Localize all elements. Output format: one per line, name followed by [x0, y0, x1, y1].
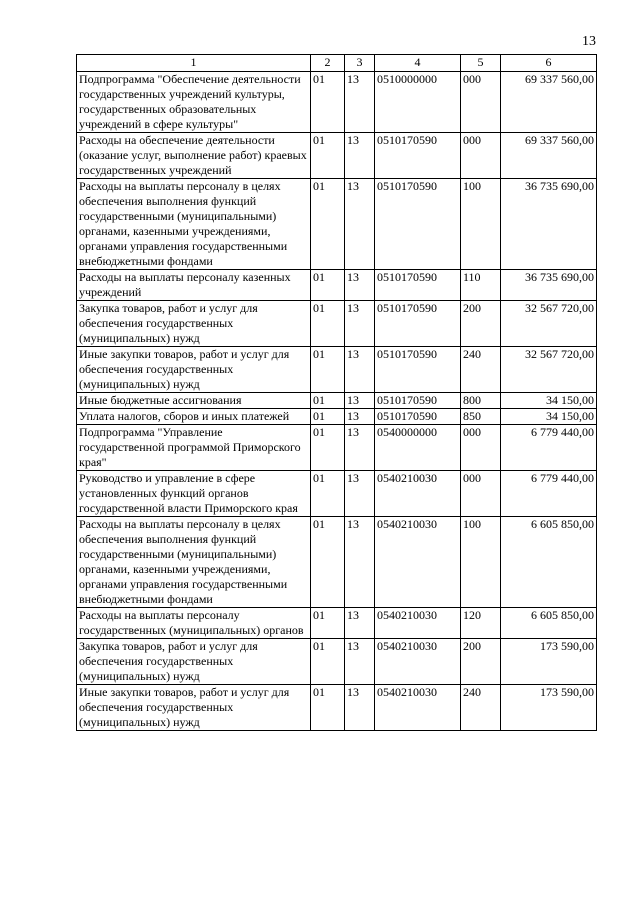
subsection-code-cell: 13	[345, 517, 375, 608]
table-row	[77, 471, 597, 517]
table-row	[77, 270, 597, 301]
target-article-cell: 0540210030	[375, 608, 461, 639]
column-header: 6	[501, 55, 597, 72]
subsection-code-cell: 13	[345, 179, 375, 270]
section-code-cell: 01	[311, 270, 345, 301]
table-row	[77, 133, 597, 179]
item-name-cell: Подпрограмма "Обеспечение деятельности государственных учреждений культуры, государственных образовательных учреждений в сфере культуры"	[77, 72, 311, 133]
table-row	[77, 393, 597, 409]
table-row	[77, 425, 597, 471]
column-header: 1	[77, 55, 311, 72]
target-article-cell: 0510170590	[375, 393, 461, 409]
subsection-code-cell: 13	[345, 133, 375, 179]
subsection-code-cell: 13	[345, 409, 375, 425]
target-article-cell: 0510170590	[375, 133, 461, 179]
amount-cell: 69 337 560,00	[501, 133, 597, 179]
item-name-cell: Уплата налогов, сборов и иных платежей	[77, 409, 311, 425]
expense-type-cell: 240	[461, 685, 501, 731]
expense-type-cell: 120	[461, 608, 501, 639]
table-row	[77, 409, 597, 425]
section-code-cell: 01	[311, 608, 345, 639]
target-article-cell: 0510170590	[375, 301, 461, 347]
expense-type-cell: 240	[461, 347, 501, 393]
table-row	[77, 72, 597, 133]
item-name-cell: Расходы на выплаты персоналу казенных учреждений	[77, 270, 311, 301]
item-name-cell: Закупка товаров, работ и услуг для обеспечения государственных (муниципальных) нужд	[77, 301, 311, 347]
table-row	[77, 301, 597, 347]
table-row	[77, 639, 597, 685]
column-header: 3	[345, 55, 375, 72]
amount-cell: 173 590,00	[501, 639, 597, 685]
target-article-cell: 0540000000	[375, 425, 461, 471]
item-name-cell: Расходы на обеспечение деятельности (оказание услуг, выполнение работ) краевых государственных учреждений	[77, 133, 311, 179]
section-code-cell: 01	[311, 393, 345, 409]
amount-cell: 6 605 850,00	[501, 517, 597, 608]
target-article-cell: 0510170590	[375, 347, 461, 393]
section-code-cell: 01	[311, 639, 345, 685]
budget-table	[76, 54, 597, 731]
amount-cell: 34 150,00	[501, 409, 597, 425]
section-code-cell: 01	[311, 72, 345, 133]
expense-type-cell: 850	[461, 409, 501, 425]
subsection-code-cell: 13	[345, 425, 375, 471]
subsection-code-cell: 13	[345, 393, 375, 409]
subsection-code-cell: 13	[345, 685, 375, 731]
table-row	[77, 347, 597, 393]
expense-type-cell: 800	[461, 393, 501, 409]
expense-type-cell: 200	[461, 639, 501, 685]
column-header: 2	[311, 55, 345, 72]
amount-cell: 34 150,00	[501, 393, 597, 409]
amount-cell: 6 779 440,00	[501, 425, 597, 471]
column-header: 4	[375, 55, 461, 72]
amount-cell: 32 567 720,00	[501, 347, 597, 393]
table-row	[77, 685, 597, 731]
item-name-cell: Расходы на выплаты персоналу государственных (муниципальных) органов	[77, 608, 311, 639]
page-number: 13	[582, 34, 596, 49]
table-row	[77, 608, 597, 639]
item-name-cell: Закупка товаров, работ и услуг для обеспечения государственных (муниципальных) нужд	[77, 639, 311, 685]
item-name-cell: Иные закупки товаров, работ и услуг для обеспечения государственных (муниципальных) нужд	[77, 685, 311, 731]
target-article-cell: 0540210030	[375, 639, 461, 685]
item-name-cell: Расходы на выплаты персоналу в целях обеспечения выполнения функций государственными (муниципальными) органами, казенными учреждениями, органами управления государственными внебюджетными фондами	[77, 179, 311, 270]
subsection-code-cell: 13	[345, 471, 375, 517]
expense-type-cell: 000	[461, 471, 501, 517]
amount-cell: 32 567 720,00	[501, 301, 597, 347]
subsection-code-cell: 13	[345, 301, 375, 347]
target-article-cell: 0510170590	[375, 270, 461, 301]
amount-cell: 69 337 560,00	[501, 72, 597, 133]
target-article-cell: 0540210030	[375, 517, 461, 608]
subsection-code-cell: 13	[345, 608, 375, 639]
item-name-cell: Руководство и управление в сфере установленных функций органов государственной власти Приморского края	[77, 471, 311, 517]
column-header: 5	[461, 55, 501, 72]
table-row	[77, 179, 597, 270]
target-article-cell: 0510170590	[375, 179, 461, 270]
expense-type-cell: 100	[461, 517, 501, 608]
item-name-cell: Подпрограмма "Управление государственной программой Приморского края"	[77, 425, 311, 471]
target-article-cell: 0510000000	[375, 72, 461, 133]
subsection-code-cell: 13	[345, 639, 375, 685]
item-name-cell: Иные бюджетные ассигнования	[77, 393, 311, 409]
section-code-cell: 01	[311, 347, 345, 393]
target-article-cell: 0540210030	[375, 685, 461, 731]
section-code-cell: 01	[311, 471, 345, 517]
table-header-row	[77, 55, 597, 72]
section-code-cell: 01	[311, 425, 345, 471]
amount-cell: 173 590,00	[501, 685, 597, 731]
section-code-cell: 01	[311, 409, 345, 425]
amount-cell: 36 735 690,00	[501, 179, 597, 270]
subsection-code-cell: 13	[345, 270, 375, 301]
expense-type-cell: 110	[461, 270, 501, 301]
subsection-code-cell: 13	[345, 72, 375, 133]
target-article-cell: 0510170590	[375, 409, 461, 425]
expense-type-cell: 100	[461, 179, 501, 270]
section-code-cell: 01	[311, 301, 345, 347]
expense-type-cell: 000	[461, 72, 501, 133]
target-article-cell: 0540210030	[375, 471, 461, 517]
section-code-cell: 01	[311, 517, 345, 608]
expense-type-cell: 000	[461, 425, 501, 471]
amount-cell: 36 735 690,00	[501, 270, 597, 301]
subsection-code-cell: 13	[345, 347, 375, 393]
table-row	[77, 517, 597, 608]
expense-type-cell: 000	[461, 133, 501, 179]
section-code-cell: 01	[311, 179, 345, 270]
amount-cell: 6 605 850,00	[501, 608, 597, 639]
item-name-cell: Расходы на выплаты персоналу в целях обеспечения выполнения функций государственными (муниципальными) органами, казенными учреждениями, органами управления государственными внебюджетными фондами	[77, 517, 311, 608]
section-code-cell: 01	[311, 133, 345, 179]
amount-cell: 6 779 440,00	[501, 471, 597, 517]
expense-type-cell: 200	[461, 301, 501, 347]
section-code-cell: 01	[311, 685, 345, 731]
item-name-cell: Иные закупки товаров, работ и услуг для обеспечения государственных (муниципальных) нужд	[77, 347, 311, 393]
